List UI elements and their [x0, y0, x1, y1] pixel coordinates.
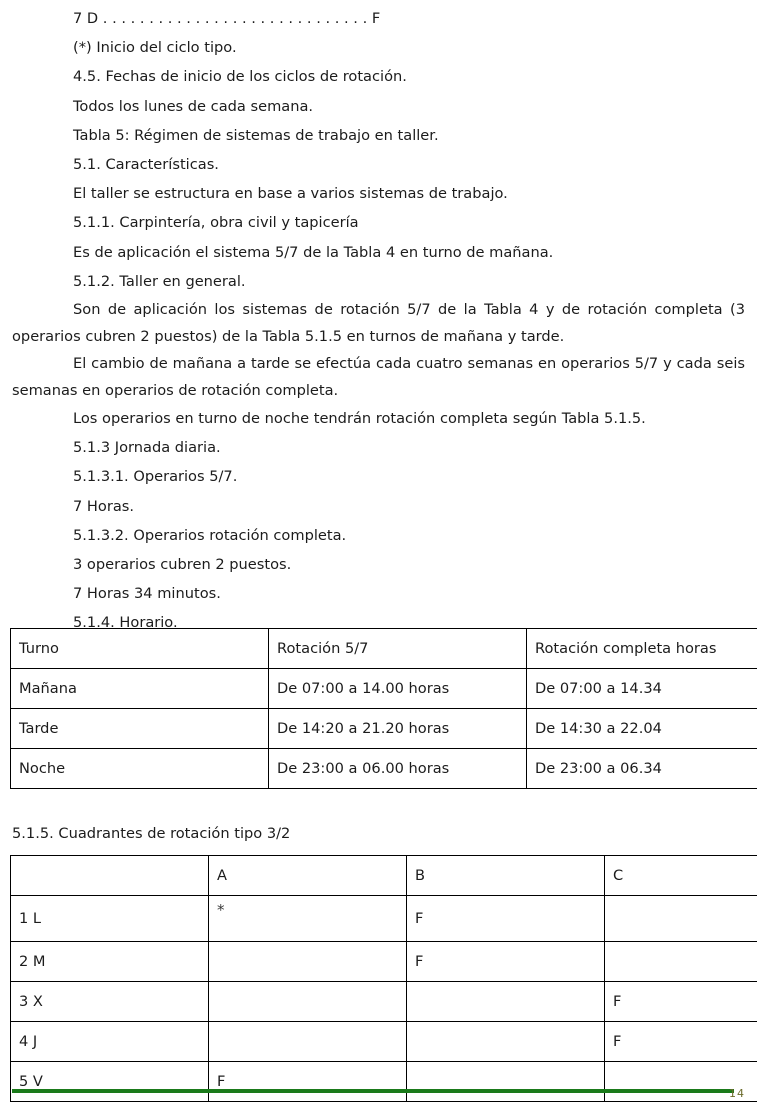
- table-cell-dia-2-m: 2 M: [11, 942, 209, 982]
- paragraph-rotacion-5-7: Son de aplicación los sistemas de rotación 5/7 de la Tabla 4 y de rotación completa (3 operarios cubren 2 puestos) de la Tabla 5.1.5 en turnos de mañana y tarde.: [12, 296, 745, 350]
- table-row: [11, 1022, 757, 1062]
- table-row: [11, 709, 757, 749]
- table-header-cell-empty: [11, 856, 209, 896]
- table-cell-4j-a: [209, 1022, 407, 1062]
- table-cell-1l-b: F: [407, 896, 605, 942]
- text-line-heading-5-1-3: 5.1.3 Jornada diaria.: [12, 433, 745, 462]
- text-line-heading-5-1-3-2: 5.1.3.2. Operarios rotación completa.: [12, 521, 745, 550]
- table-cell-manana-rotacion-completa: De 07:00 a 14.34: [527, 669, 757, 709]
- table-header-cell-rotacion-completa: Rotación completa horas: [527, 629, 757, 669]
- table-cell-dia-3-x: 3 X: [11, 982, 209, 1022]
- table-row: [11, 749, 757, 789]
- text-line-heading-5-1-2: 5.1.2. Taller en general.: [12, 267, 745, 296]
- table-cell-1l-c: [605, 896, 757, 942]
- text-line-nota-inicio-ciclo: (*) Inicio del ciclo tipo.: [12, 33, 745, 62]
- text-line-heading-5-1-1: 5.1.1. Carpintería, obra civil y tapicería: [12, 208, 745, 237]
- text-line-heading-5-1: 5.1. Características.: [12, 150, 745, 179]
- table-cell-tarde-rotacion-5-7: De 14:20 a 21.20 horas: [269, 709, 527, 749]
- table-header-cell-turno: Turno: [11, 629, 269, 669]
- table-cell-4j-c: F: [605, 1022, 757, 1062]
- table-header-cell-b: B: [407, 856, 605, 896]
- table-cell-3x-b: [407, 982, 605, 1022]
- table-header-cell-rotacion-5-7: Rotación 5/7: [269, 629, 527, 669]
- table-cell-turno-tarde: Tarde: [11, 709, 269, 749]
- table-cell-dia-4-j: 4 J: [11, 1022, 209, 1062]
- text-line-jornada-7-horas: 7 Horas.: [12, 492, 745, 521]
- table-cell-2m-b: F: [407, 942, 605, 982]
- table-cell-5v-b: [407, 1062, 605, 1102]
- table-row-header: [11, 856, 757, 896]
- table-cell-1l-a: [209, 896, 407, 942]
- table-cell-turno-noche: Noche: [11, 749, 269, 789]
- text-line-heading-5-1-4: 5.1.4. Horario.: [12, 608, 745, 637]
- table-row: [11, 896, 757, 942]
- table-cell-2m-c: [605, 942, 757, 982]
- table-cell-3x-c: F: [605, 982, 757, 1022]
- table-row-header: [11, 629, 757, 669]
- table-row: [11, 1062, 757, 1102]
- table-cell-5v-a: F: [209, 1062, 407, 1102]
- paragraph-cambio-turno: El cambio de mañana a tarde se efectúa cada cuatro semanas en operarios 5/7 y cada seis semanas en operarios de rotación completa.: [12, 350, 745, 404]
- table-cell-noche-rotacion-5-7: De 23:00 a 06.00 horas: [269, 749, 527, 789]
- table-cell-tarde-rotacion-completa: De 14:30 a 22.04: [527, 709, 757, 749]
- table-horario: [10, 628, 757, 789]
- text-line-aplicacion-sistema-5-7: Es de aplicación el sistema 5/7 de la Tabla 4 en turno de mañana.: [12, 238, 745, 267]
- heading-5-1-5: 5.1.5. Cuadrantes de rotación tipo 3/2: [12, 824, 290, 844]
- text-line-heading-4-5: 4.5. Fechas de inicio de los ciclos de rotación.: [12, 62, 745, 91]
- table-cell-3x-a: [209, 982, 407, 1022]
- text-line-todos-los-lunes: Todos los lunes de cada semana.: [12, 92, 745, 121]
- table-cell-2m-a: [209, 942, 407, 982]
- table-cell-turno-manana: Mañana: [11, 669, 269, 709]
- table-row: [11, 669, 757, 709]
- table-header-cell-a: A: [209, 856, 407, 896]
- paragraph-turno-noche: Los operarios en turno de noche tendrán rotación completa según Tabla 5.1.5.: [12, 404, 745, 433]
- table-cell-noche-rotacion-completa: De 23:00 a 06.34: [527, 749, 757, 789]
- text-line-heading-5-1-3-1: 5.1.3.1. Operarios 5/7.: [12, 462, 745, 491]
- text-line-tabla-5-caption: Tabla 5: Régimen de sistemas de trabajo en taller.: [12, 121, 745, 150]
- text-line-dot-leader-7d: 7 D . . . . . . . . . . . . . . . . . . . . . . . . . . . . . F: [12, 4, 745, 33]
- footer-divider: [12, 1089, 734, 1093]
- table-cell-4j-b: [407, 1022, 605, 1062]
- table-row: [11, 942, 757, 982]
- page-number: 14: [729, 1088, 755, 1099]
- table-row: [11, 982, 757, 1022]
- table-cell-dia-1-l: 1 L: [11, 896, 209, 942]
- text-line-jornada-7-34: 7 Horas 34 minutos.: [12, 579, 745, 608]
- table-cell-manana-rotacion-5-7: De 07:00 a 14.00 horas: [269, 669, 527, 709]
- text-line-tres-operarios: 3 operarios cubren 2 puestos.: [12, 550, 745, 579]
- table-header-cell-c: C: [605, 856, 757, 896]
- document-body: [12, 4, 745, 638]
- table-cell-dia-5-v: 5 V: [11, 1062, 209, 1102]
- asterisk-icon: *: [217, 903, 225, 918]
- text-line-taller-estructura: El taller se estructura en base a varios sistemas de trabajo.: [12, 179, 745, 208]
- table-cuadrantes-rotacion: [10, 855, 757, 1102]
